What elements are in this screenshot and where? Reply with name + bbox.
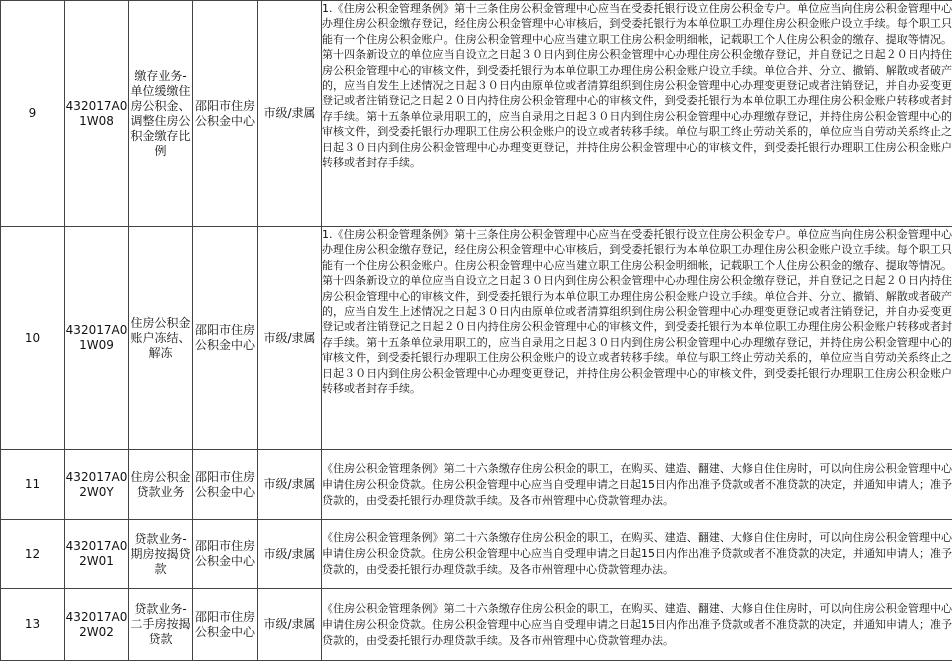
row-number: 12 [1, 520, 65, 589]
department: 邵阳市住房公积金中心 [193, 1, 258, 227]
level: 市级/隶属 [258, 450, 322, 520]
item-name: 贷款业务-期房按揭贷款 [129, 520, 193, 589]
table-row [1, 520, 952, 589]
level: 市级/隶属 [258, 589, 322, 661]
item-name: 住房公积金贷款业务 [129, 450, 193, 520]
legal-basis: 《住房公积金管理条例》第二十六条缴存住房公积金的职工，在购买、建造、翻建、大修自住住房时，可以向住房公积金管理中心申请住房公积金贷款。住房公积金管理中心应当自受理申请之日起15日内作出准予贷款或者不准贷款的决定，并通知申请人；准予贷款的，由受委托银行办理贷款手续。及各市州管理中心贷款管理办法。 [322, 520, 952, 589]
table-row [1, 450, 952, 520]
department: 邵阳市住房公积金中心 [193, 227, 258, 450]
legal-basis: 1.《住房公积金管理条例》第十三条住房公积金管理中心应当在受委托银行设立住房公积金专户。单位应当向住房公积金管理中心办理住房公积金缴存登记，经住房公积金管理中心审核后，到受委托银行为本单位职工办理住房公积金账户设立手续。每个职工只能有一个住房公积金账户。住房公积金管理中心应当建立职工住房公积金明细帐，记载职工个人住房公积金的缴存、提取等情况。第十四条新设立的单位应当自设立之日起３０日内到住房公积金管理中心办理住房公积金缴存登记，并自登记之日起２０日内持住房公积金管理中心的审核文件，到受委托银行为本单位职工办理住房公积金账户设立手续。单位合并、分立、撤销、解散或者破产的，应当自发生上述情况之日起３０日内由原单位或者清算组织到住房公积金管理中心办理变更登记或者注销登记，并自办妥变更登记或者注销登记之日起２０日内持住房公积金管理中心的审核文件，到受委托银行为本单位职工办理住房公积金账户转移或者封存手续。第十五条单位录用职工的，应当自录用之日起３０日内到住房公积金管理中心办理缴存登记，并持住房公积金管理中心的审核文件，到受委托银行办理职工住房公积金账户的设立或者转移手续。单位与职工终止劳动关系的，单位应当自劳动关系终止之日起３０日内到住房公积金管理中心办理变更登记，并持住房公积金管理中心的审核文件，到受委托银行办理职工住房公积金账户转移或者封存手续。 [322, 1, 952, 227]
item-code: 432017A01W08 [65, 1, 129, 227]
legal-basis: 《住房公积金管理条例》第二十六条缴存住房公积金的职工，在购买、建造、翻建、大修自住住房时，可以向住房公积金管理中心申请住房公积金贷款。住房公积金管理中心应当自受理申请之日起15日内作出准予贷款或者不准贷款的决定，并通知申请人；准予贷款的，由受委托银行办理贷款手续。及各市州管理中心贷款管理办法。 [322, 589, 952, 661]
legal-basis: 《住房公积金管理条例》第二十六条缴存住房公积金的职工，在购买、建造、翻建、大修自住住房时，可以向住房公积金管理中心申请住房公积金贷款。住房公积金管理中心应当自受理申请之日起15日内作出准予贷款或者不准贷款的决定，并通知申请人；准予贷款的，由受委托银行办理贷款手续。及各市州管理中心贷款管理办法。 [322, 450, 952, 520]
row-number: 13 [1, 589, 65, 661]
row-number: 9 [1, 1, 65, 227]
table-row [1, 589, 952, 661]
item-code: 432017A02W0Y [65, 450, 129, 520]
department: 邵阳市住房公积金中心 [193, 520, 258, 589]
item-name: 缴存业务-单位缓缴住房公积金、调整住房公积金缴存比例 [129, 1, 193, 227]
level: 市级/隶属 [258, 1, 322, 227]
item-code: 432017A01W09 [65, 227, 129, 450]
item-code: 432017A02W02 [65, 589, 129, 661]
item-name: 住房公积金账户冻结、解冻 [129, 227, 193, 450]
legal-basis: 1.《住房公积金管理条例》第十三条住房公积金管理中心应当在受委托银行设立住房公积金专户。单位应当向住房公积金管理中心办理住房公积金缴存登记，经住房公积金管理中心审核后，到受委托银行为本单位职工办理住房公积金账户设立手续。每个职工只能有一个住房公积金账户。住房公积金管理中心应当建立职工住房公积金明细帐，记载职工个人住房公积金的缴存、提取等情况。第十四条新设立的单位应当自设立之日起３０日内到住房公积金管理中心办理住房公积金缴存登记，并自登记之日起２０日内持住房公积金管理中心的审核文件，到受委托银行为本单位职工办理住房公积金账户设立手续。单位合并、分立、撤销、解散或者破产的，应当自发生上述情况之日起３０日内由原单位或者清算组织到住房公积金管理中心办理变更登记或者注销登记，并自办妥变更登记或者注销登记之日起２０日内持住房公积金管理中心的审核文件，到受委托银行为本单位职工办理住房公积金账户转移或者封存手续。第十五条单位录用职工的，应当自录用之日起３０日内到住房公积金管理中心办理缴存登记，并持住房公积金管理中心的审核文件，到受委托银行办理职工住房公积金账户的设立或者转移手续。单位与职工终止劳动关系的，单位应当自劳动关系终止之日起３０日内到住房公积金管理中心办理变更登记，并持住房公积金管理中心的审核文件，到受委托银行办理职工住房公积金账户转移或者封存手续。 [322, 227, 952, 450]
row-number: 10 [1, 227, 65, 450]
table-row [1, 227, 952, 450]
table-row [1, 1, 952, 227]
department: 邵阳市住房公积金中心 [193, 450, 258, 520]
department: 邵阳市住房公积金中心 [193, 589, 258, 661]
item-name: 贷款业务-二手房按揭贷款 [129, 589, 193, 661]
item-code: 432017A02W01 [65, 520, 129, 589]
level: 市级/隶属 [258, 520, 322, 589]
row-number: 11 [1, 450, 65, 520]
level: 市级/隶属 [258, 227, 322, 450]
